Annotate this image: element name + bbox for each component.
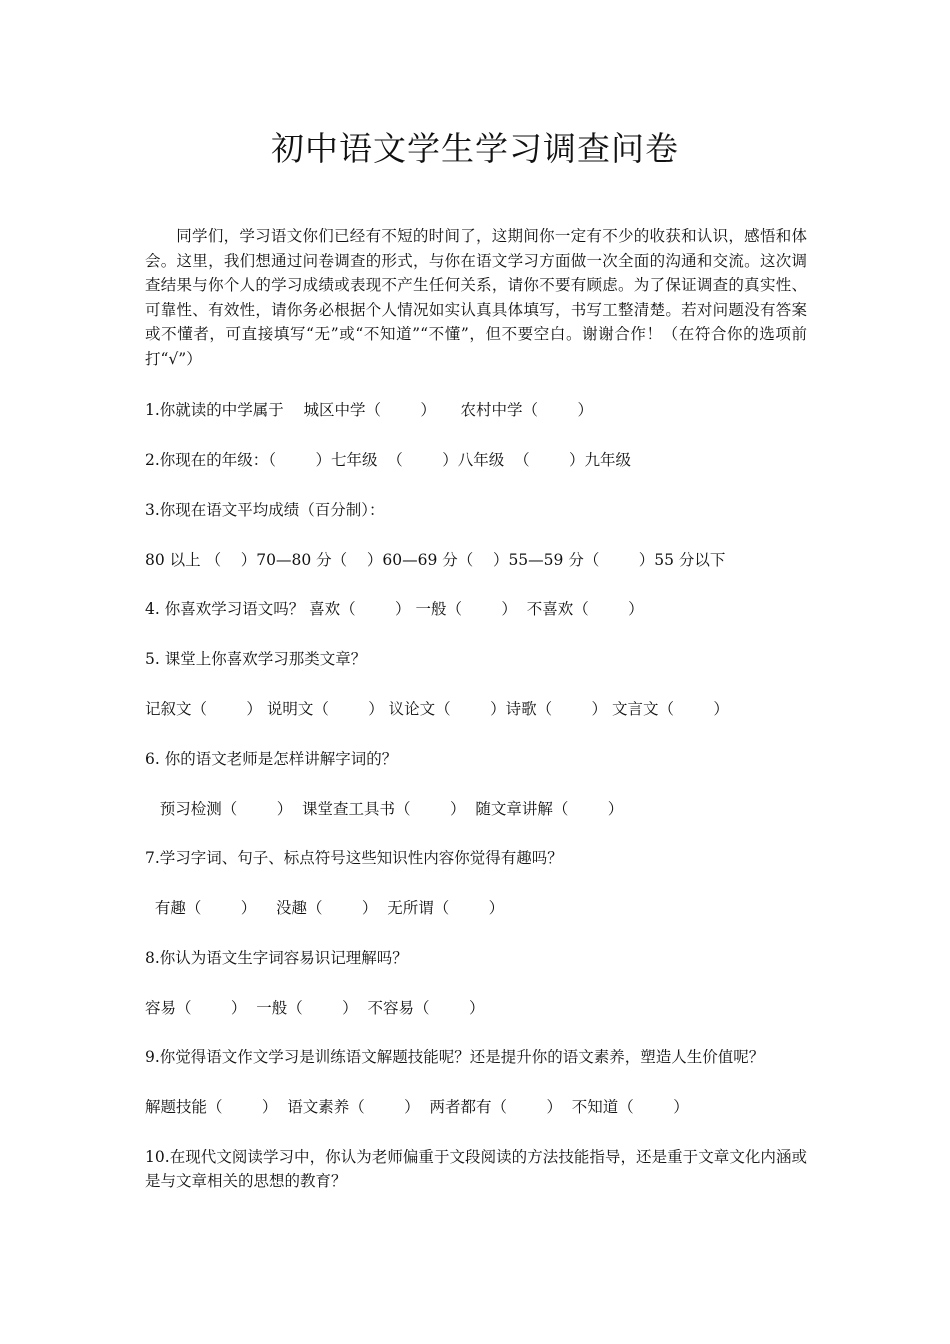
document-title: 初中语文学生学习调查问卷	[271, 129, 679, 168]
question-5-options: 记叙文（ ） 说明文（ ） 议论文（ ）诗歌（ ） 文言文（ ）	[145, 700, 729, 718]
intro-paragraph	[145, 224, 807, 371]
question-8: 8.你认为语文生字词容易识记理解吗？	[145, 949, 408, 967]
question-5: 5. 课堂上你喜欢学习那类文章？	[145, 650, 367, 668]
question-6: 6. 你的语文老师是怎样讲解字词的？	[145, 750, 398, 768]
question-6-options: 预习检测（ ） 课堂查工具书（ ） 随文章讲解（ ）	[145, 800, 624, 818]
question-7: 7.学习字词、句子、标点符号这些知识性内容你觉得有趣吗？	[145, 849, 563, 867]
question-9-options: 解题技能（ ） 语文素养（ ） 两者都有（ ） 不知道（ ）	[145, 1098, 689, 1116]
question-9: 9.你觉得语文作文学习是训练语文解题技能呢？还是提升你的语文素养，塑造人生价值呢？	[145, 1048, 765, 1066]
question-1: 1.你就读的中学属于 城区中学（ ） 农村中学（ ）	[145, 401, 593, 419]
question-10: 10.在现代文阅读学习中，你认为老师偏重于文段阅读的方法技能指导，还是重于文章文化内涵或是与文章相关的思想的教育？	[145, 1148, 807, 1190]
question-7-options: 有趣（ ） 没趣（ ） 无所谓（ ）	[145, 899, 505, 917]
question-8-options: 容易（ ） 一般（ ） 不容易（ ）	[145, 999, 485, 1017]
question-3: 3.你现在语文平均成绩（百分制）：	[145, 501, 385, 519]
question-2: 2.你现在的年级：（ ）七年级 （ ）八年级 （ ）九年级	[145, 451, 631, 469]
question-3-options: 80 以上 （ ）70—80 分（ ）60—69 分（ ）55—59 分（ ）55 分以下	[145, 551, 726, 569]
question-4: 4. 你喜欢学习语文吗？ 喜欢（ ） 一般（ ） 不喜欢（ ）	[145, 600, 644, 618]
intro-text: 同学们，学习语文你们已经有不短的时间了，这期间你一定有不少的收获和认识，感悟和体会。这里，我们想通过问卷调查的形式，与你在语文学习方面做一次全面的沟通和交流。这次调查结果与你个人的学习成绩或表现不产生任何关系，请你不要有顾虑。为了保证调查的真实性、可靠性、有效性，请你务必根据个人情况如实认真具体填写，书写工整清楚。若对问题没有答案或不懂者，可直接填写“无”或“不知道”“不懂”，但不要空白。谢谢合作！（在符合你的选项前打“√”）	[145, 227, 807, 368]
